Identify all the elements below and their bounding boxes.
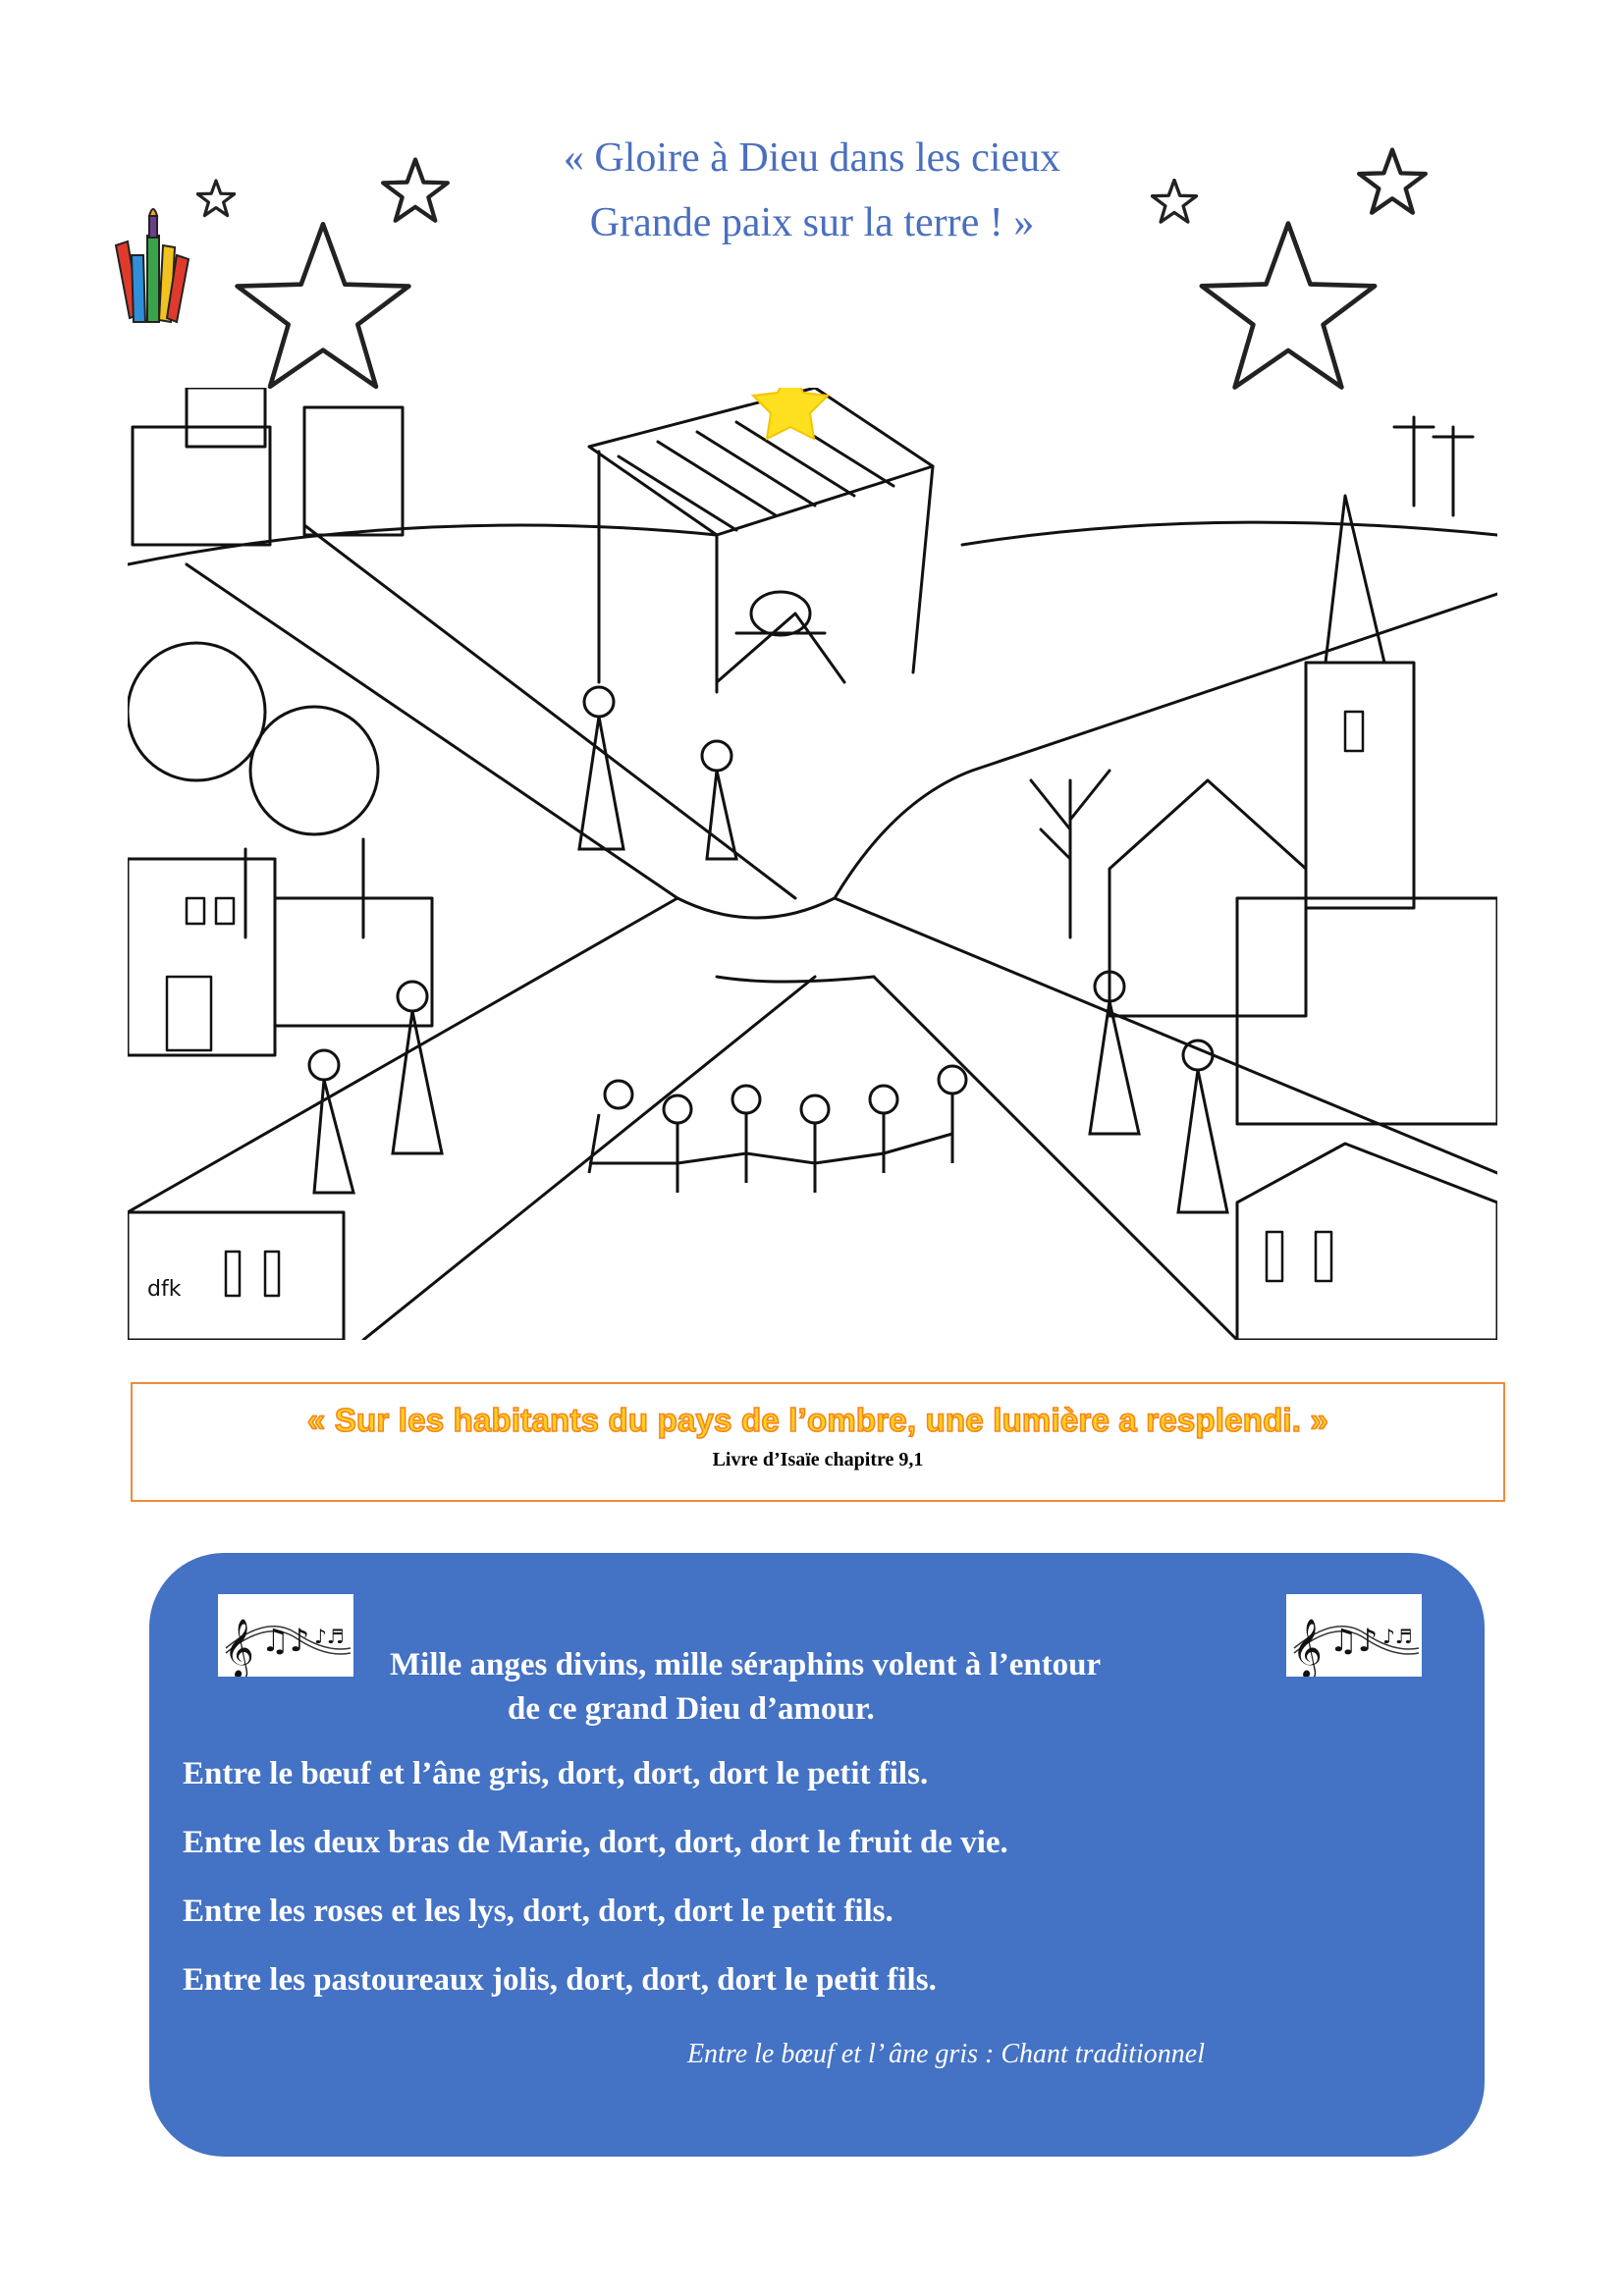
- song-intro: [390, 1643, 1224, 1732]
- star-outline-icon: [1151, 179, 1198, 224]
- star-outline-icon: [1357, 147, 1428, 216]
- song-verse-1: Entre le bœuf et l’âne gris, dort, dort, dort le petit fils.: [183, 1756, 929, 1791]
- gold-star-icon: [753, 388, 828, 439]
- title-line-1: « Gloire à Dieu dans les cieux: [563, 135, 1061, 181]
- scripture-quote: « Sur les habitants du pays de l’ombre, une lumière a resplendi. »: [306, 1402, 1329, 1438]
- title-line-2: Grande paix sur la terre ! »: [589, 200, 1035, 245]
- song-verse-4: Entre les pastoureaux jolis, dort, dort, dort le petit fils.: [183, 1962, 937, 1998]
- music-notes-icon: [1286, 1594, 1422, 1677]
- scripture-quote-box: [131, 1382, 1505, 1502]
- signature: dfk: [147, 1277, 182, 1302]
- star-outline-icon: [232, 218, 414, 395]
- svg-text:𝄞: 𝄞: [1292, 1619, 1323, 1677]
- song-verse-3: Entre les roses et les lys, dort, dort, dort le petit fils.: [183, 1894, 893, 1929]
- song-credit: Entre le bœuf et l’ âne gris : Chant traditionnel: [686, 2039, 1205, 2069]
- svg-text:𝄞: 𝄞: [224, 1619, 254, 1677]
- star-outline-icon: [196, 179, 236, 218]
- svg-text:♫♪: ♫♪: [261, 1622, 310, 1659]
- song-box: [149, 1553, 1485, 2157]
- song-verse-2: Entre les deux bras de Marie, dort, dort, dort le fruit de vie.: [183, 1825, 1008, 1860]
- nativity-village-illustration: [128, 388, 1497, 1340]
- svg-text:♪♬: ♪♬: [1382, 1625, 1413, 1648]
- song-intro-line-2: de ce grand Dieu d’amour.: [508, 1691, 875, 1727]
- svg-text:♪♬: ♪♬: [314, 1625, 345, 1648]
- star-outline-icon: [381, 157, 450, 224]
- music-notes-icon: [218, 1594, 353, 1677]
- song-intro-line-1: Mille anges divins, mille séraphins volent à l’entour: [390, 1647, 1102, 1682]
- star-outline-icon: [1196, 218, 1380, 395]
- pencils-brush-icon: [106, 206, 204, 334]
- svg-text:♫♪: ♫♪: [1329, 1622, 1379, 1659]
- scripture-reference: Livre d’Isaïe chapitre 9,1: [712, 1449, 924, 1470]
